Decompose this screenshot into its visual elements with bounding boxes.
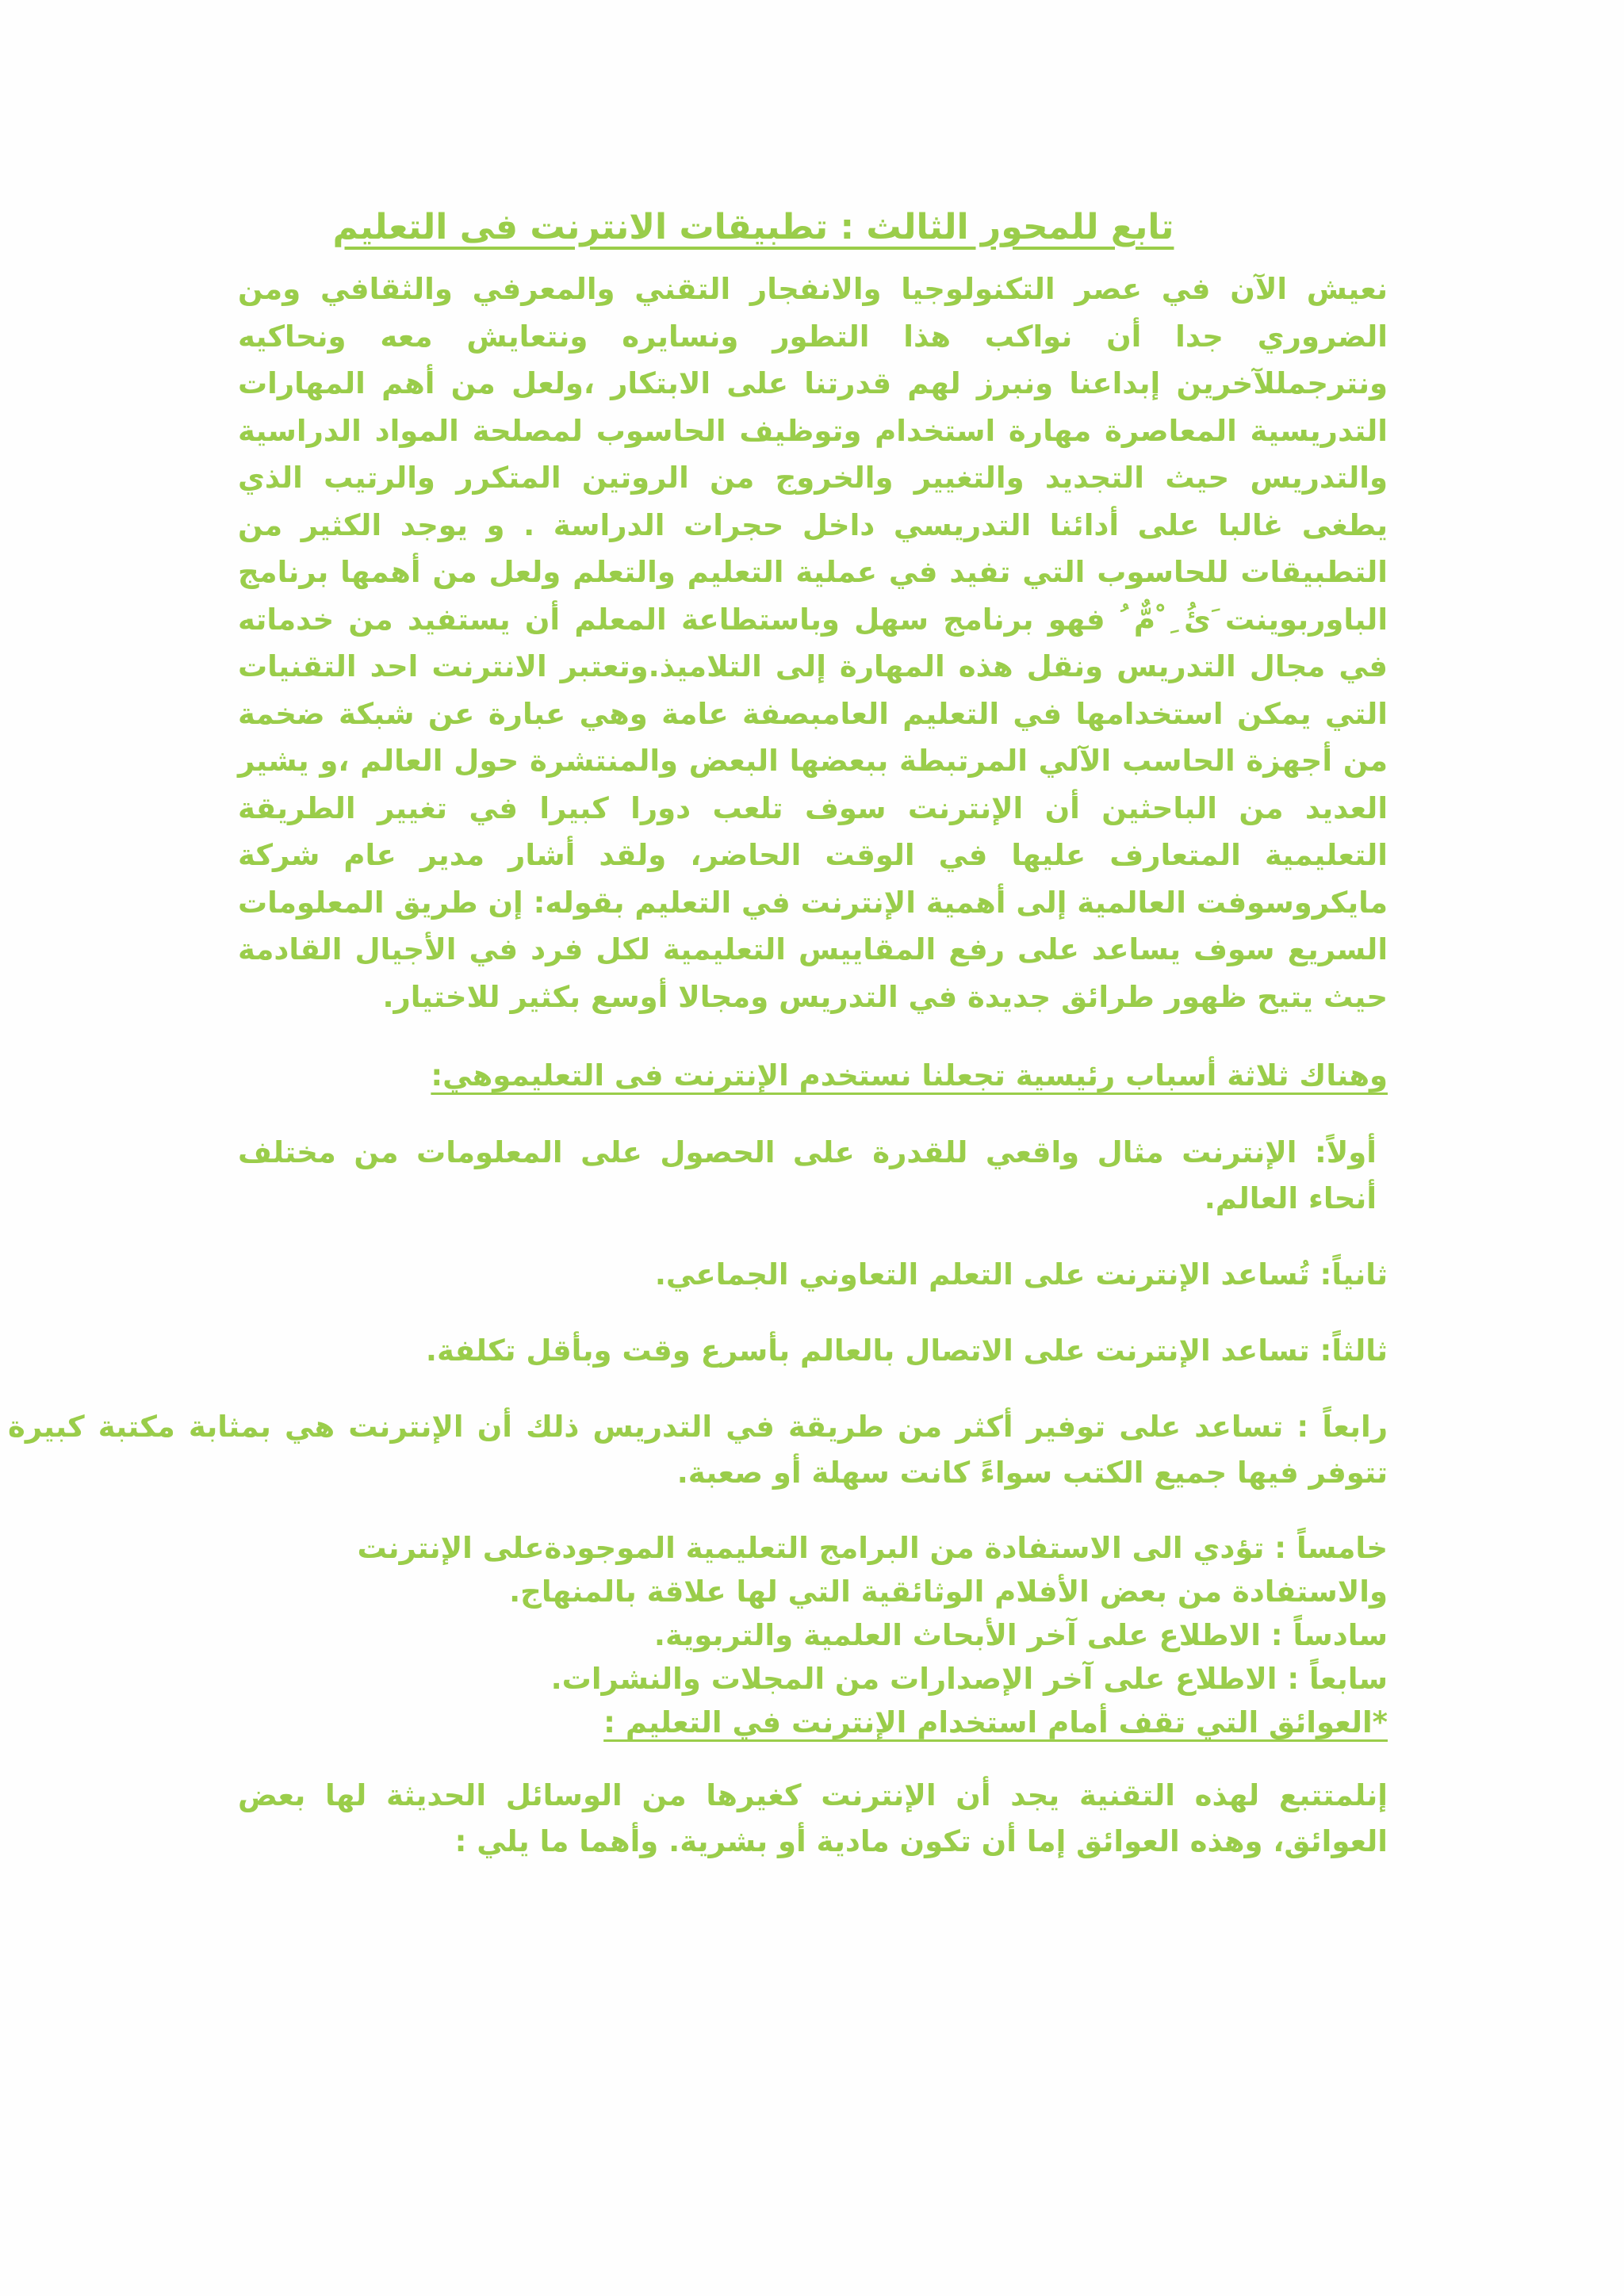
- reason-seventh: سابعاً : الاطلاع على آخر الإصدارات من المجلات والنشرات.: [550, 1662, 1388, 1696]
- reason-third: ثالثاً: تساعد الإنترنت على الاتصال بالعالم بأسرع وقت وبأقل تكلفة.: [425, 1334, 1388, 1368]
- page-title: تابع للمحور الثالث : تطبيقات الانترنت فى التعليم: [332, 207, 1174, 247]
- reason-fifth: خامساً : تؤدي الى الاستفادة من البرامج التعليمية الموجودةعلى الإنترنت والاستفادة من بعض الأفلام الوثائقية التي لها علاقة بالمنهاج.: [357, 1531, 1388, 1609]
- reasons-group-continued: [238, 1526, 1388, 1744]
- reason-sixth: سادساً : الاطلاع على آخر الأبحاث العلمية والتربوية.: [653, 1618, 1388, 1652]
- reason-second: ثانياً: تُساعد الإنترنت على التعلم التعاوني الجماعي.: [654, 1257, 1388, 1292]
- closing-paragraph: إنلمتتبع لهذه التقنية يجد أن الإنترنت كغيرها من الوسائل الحديثة لها بعض العوائق، وهذه العوائق إما أن تكون مادية أو بشرية. وأهما ما يلي :: [238, 1778, 1388, 1858]
- reason-first: أولاً: الإنترنت مثال واقعي للقدرة على الحصول على المعلومات من مختلف أنحاء العالم.: [238, 1135, 1377, 1215]
- obstacles-heading: *العوائق التي تقف أمام استخدام الإنترنت في التعليم :: [603, 1705, 1388, 1739]
- intro-paragraph: نعيش الآن في عصر التكنولوجيا والانفجار التقني والمعرفي والثقافي ومن الضروري جدا أن نواكب هذا التطور ونسايره ونتعايش معه ونحاكيه ونترجمللآخرين إبداعنا ونبرز لهم قدرتنا على الابتكار ،ولعل من أهم المهارات التدريسية المعاصرة مهارة استخدام وتوظيف الحاسوب لمصلحة المواد الدراسية والتدريس حيث التجديد والتغيير والخروج من الروتين المتكرر والرتيب الذي يطغى غالبا على أدائنا التدريسي داخل حجرات الدراسة . و يوجد الكثير من التطبيقات للحاسوب التي تفيد في عملية التعليم والتعلم ولعل من أهمها برنامج الباوربوينت َئُ ِ ْمٌّ ُ فهو برنامج سهل وباستطاعة المعلم أن يستفيد من خدماته في مجال التدريس ونقل هذه المهارة إلى التلاميذ.وتعتبر الانترنت احد التقنيات التي يمكن استخدامها في التعليم العامبصفة عامة وهي عبارة عن شبكة ضخمة من أجهزة الحاسب الآلي المرتبطة ببعضها البعض والمنتشرة حول العالم ،و يشير العديد من الباحثين أن الإنترنت سوف تلعب دورا كبيرا في تغيير الطريقة التعليمية المتعارف عليها في الوقت الحاضر، ولقد أشار مدير عام شركة مايكروسوفت العالمية إلى أهمية الإنترنت في التعليم بقوله: إن طريق المعلومات السريع سوف يساعد على رفع المقاييس التعليمية لكل فرد في الأجيال القادمة حيث يتيح ظهور طرائق جديدة في التدريس ومجالا أوسع بكثير للاختيار.: [238, 272, 1388, 1014]
- document-content: [8, 202, 1388, 1865]
- reason-fourth: رابعاً : تساعد على توفير أكثر من طريقة في التدريس ذلك أن الإنترنت هي بمثابة مكتبة كبيرة تتوفر فيها جميع الكتب سواءً كانت سهلة أو صعبة.: [8, 1410, 1388, 1490]
- reasons-heading: وهناك ثلاثة أسباب رئيسية تجعلنا نستخدم الإنترنت فى التعليموهي:: [431, 1058, 1388, 1093]
